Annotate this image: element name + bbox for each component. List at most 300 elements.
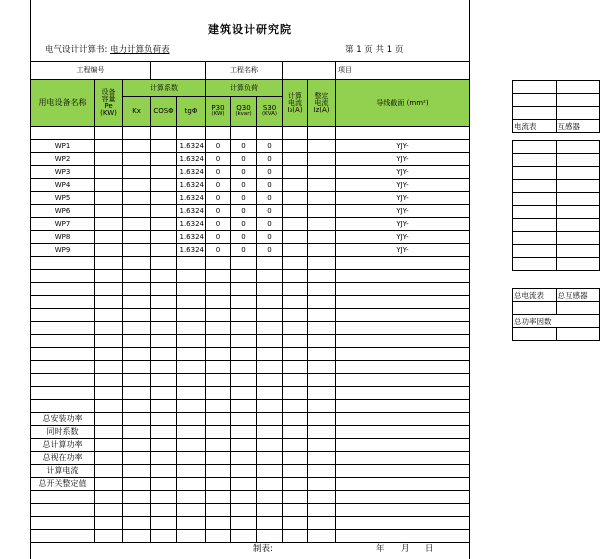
cell[interactable] bbox=[231, 127, 257, 140]
cell[interactable] bbox=[177, 504, 206, 517]
cell[interactable] bbox=[151, 257, 177, 270]
cell[interactable] bbox=[257, 257, 283, 270]
cell[interactable] bbox=[151, 387, 177, 400]
row-s30[interactable]: 0 bbox=[257, 166, 283, 179]
row-cos[interactable] bbox=[151, 231, 177, 244]
cell[interactable] bbox=[336, 361, 470, 374]
cell[interactable] bbox=[257, 491, 283, 504]
cell[interactable] bbox=[308, 504, 336, 517]
cell[interactable] bbox=[95, 270, 123, 283]
cell[interactable] bbox=[123, 257, 151, 270]
cell[interactable] bbox=[336, 374, 470, 387]
cell[interactable] bbox=[283, 322, 308, 335]
row-tg[interactable]: 1.6324 bbox=[177, 231, 206, 244]
cell[interactable] bbox=[206, 452, 231, 465]
cell[interactable] bbox=[231, 400, 257, 413]
row-tg[interactable]: 1.6324 bbox=[177, 205, 206, 218]
cell[interactable] bbox=[283, 530, 308, 543]
row-s30[interactable]: 0 bbox=[257, 140, 283, 153]
row-calc-current[interactable] bbox=[283, 231, 308, 244]
cell[interactable] bbox=[336, 270, 470, 283]
row-cable[interactable]: YJY- bbox=[336, 218, 470, 231]
cell[interactable] bbox=[31, 270, 95, 283]
cell[interactable] bbox=[513, 302, 557, 315]
cell[interactable] bbox=[31, 309, 95, 322]
row-q30[interactable]: 0 bbox=[231, 205, 257, 218]
row-q30[interactable]: 0 bbox=[231, 231, 257, 244]
cell[interactable] bbox=[231, 452, 257, 465]
cell[interactable] bbox=[95, 296, 123, 309]
cell[interactable] bbox=[308, 426, 336, 439]
cell[interactable] bbox=[177, 530, 206, 543]
cell[interactable] bbox=[283, 348, 308, 361]
cell[interactable] bbox=[151, 465, 177, 478]
cell[interactable] bbox=[177, 387, 206, 400]
row-kx[interactable] bbox=[123, 140, 151, 153]
cell[interactable] bbox=[308, 322, 336, 335]
cell[interactable] bbox=[336, 504, 470, 517]
cell[interactable] bbox=[308, 530, 336, 543]
cell[interactable] bbox=[556, 206, 600, 219]
row-cable[interactable]: YJY- bbox=[336, 140, 470, 153]
cell[interactable] bbox=[336, 322, 470, 335]
cell[interactable] bbox=[123, 517, 151, 530]
cell[interactable] bbox=[513, 107, 557, 120]
row-q30[interactable]: 0 bbox=[231, 218, 257, 231]
cell[interactable] bbox=[308, 387, 336, 400]
row-capacity[interactable] bbox=[95, 205, 123, 218]
cell[interactable] bbox=[95, 400, 123, 413]
cell[interactable] bbox=[513, 167, 557, 180]
cell[interactable] bbox=[95, 517, 123, 530]
row-cos[interactable] bbox=[151, 244, 177, 257]
row-calc-current[interactable] bbox=[283, 192, 308, 205]
cell[interactable] bbox=[283, 491, 308, 504]
cell[interactable] bbox=[283, 504, 308, 517]
cell[interactable] bbox=[513, 193, 557, 206]
row-q30[interactable]: 0 bbox=[231, 166, 257, 179]
cell[interactable] bbox=[336, 257, 470, 270]
cell[interactable] bbox=[231, 296, 257, 309]
cell[interactable] bbox=[283, 387, 308, 400]
row-q30[interactable]: 0 bbox=[231, 244, 257, 257]
cell[interactable] bbox=[231, 270, 257, 283]
cell[interactable] bbox=[257, 478, 283, 491]
cell[interactable] bbox=[31, 400, 95, 413]
cell[interactable] bbox=[123, 335, 151, 348]
cell[interactable] bbox=[95, 348, 123, 361]
cell[interactable] bbox=[151, 413, 177, 426]
row-calc-current[interactable] bbox=[283, 166, 308, 179]
row-kx[interactable] bbox=[123, 166, 151, 179]
cell[interactable] bbox=[177, 465, 206, 478]
row-name[interactable]: WP1 bbox=[31, 140, 95, 153]
row-name[interactable]: WP3 bbox=[31, 166, 95, 179]
row-setting-current[interactable] bbox=[308, 192, 336, 205]
cell[interactable] bbox=[95, 309, 123, 322]
cell[interactable] bbox=[556, 219, 600, 232]
cell[interactable] bbox=[283, 452, 308, 465]
cell[interactable] bbox=[151, 439, 177, 452]
cell[interactable] bbox=[31, 517, 95, 530]
row-kx[interactable] bbox=[123, 231, 151, 244]
cell[interactable] bbox=[95, 257, 123, 270]
cell[interactable] bbox=[257, 127, 283, 140]
cell[interactable] bbox=[308, 400, 336, 413]
row-tg[interactable]: 1.6324 bbox=[177, 218, 206, 231]
cell[interactable] bbox=[336, 465, 470, 478]
project-name-value[interactable] bbox=[283, 62, 336, 80]
row-cos[interactable] bbox=[151, 153, 177, 166]
cell[interactable] bbox=[231, 465, 257, 478]
cell[interactable] bbox=[283, 439, 308, 452]
cell[interactable] bbox=[556, 232, 600, 245]
cell[interactable] bbox=[283, 478, 308, 491]
cell[interactable] bbox=[31, 257, 95, 270]
cell[interactable] bbox=[308, 309, 336, 322]
row-cable[interactable]: YJY- bbox=[336, 179, 470, 192]
cell[interactable] bbox=[151, 361, 177, 374]
cell[interactable] bbox=[556, 245, 600, 258]
cell[interactable] bbox=[308, 465, 336, 478]
row-q30[interactable]: 0 bbox=[231, 140, 257, 153]
cell[interactable] bbox=[151, 426, 177, 439]
cell[interactable] bbox=[513, 180, 557, 193]
cell[interactable] bbox=[31, 374, 95, 387]
row-cos[interactable] bbox=[151, 140, 177, 153]
row-s30[interactable]: 0 bbox=[257, 244, 283, 257]
cell[interactable] bbox=[336, 426, 470, 439]
row-p30[interactable]: 0 bbox=[206, 166, 231, 179]
cell[interactable] bbox=[257, 296, 283, 309]
cell[interactable] bbox=[123, 296, 151, 309]
cell[interactable] bbox=[31, 504, 95, 517]
cell[interactable] bbox=[151, 478, 177, 491]
row-name[interactable]: WP4 bbox=[31, 179, 95, 192]
cell[interactable] bbox=[257, 283, 283, 296]
cell[interactable] bbox=[513, 94, 557, 107]
cell[interactable] bbox=[283, 296, 308, 309]
row-cable[interactable]: YJY- bbox=[336, 231, 470, 244]
cell[interactable] bbox=[336, 530, 470, 543]
cell[interactable] bbox=[123, 127, 151, 140]
cell[interactable] bbox=[206, 296, 231, 309]
row-p30[interactable]: 0 bbox=[206, 231, 231, 244]
cell[interactable] bbox=[151, 270, 177, 283]
cell[interactable] bbox=[556, 141, 600, 154]
cell[interactable] bbox=[151, 504, 177, 517]
cell[interactable] bbox=[257, 530, 283, 543]
cell[interactable] bbox=[31, 127, 95, 140]
cell[interactable] bbox=[283, 465, 308, 478]
cell[interactable] bbox=[556, 258, 600, 271]
cell[interactable] bbox=[231, 491, 257, 504]
row-cos[interactable] bbox=[151, 166, 177, 179]
row-s30[interactable]: 0 bbox=[257, 153, 283, 166]
cell[interactable] bbox=[283, 400, 308, 413]
cell[interactable] bbox=[177, 257, 206, 270]
cell[interactable] bbox=[308, 517, 336, 530]
row-calc-current[interactable] bbox=[283, 179, 308, 192]
row-tg[interactable]: 1.6324 bbox=[177, 166, 206, 179]
cell[interactable] bbox=[206, 426, 231, 439]
row-q30[interactable]: 0 bbox=[231, 179, 257, 192]
cell[interactable] bbox=[257, 426, 283, 439]
cell[interactable] bbox=[31, 296, 95, 309]
cell[interactable] bbox=[283, 257, 308, 270]
cell[interactable] bbox=[177, 309, 206, 322]
row-setting-current[interactable] bbox=[308, 205, 336, 218]
cell[interactable] bbox=[177, 491, 206, 504]
cell[interactable] bbox=[177, 348, 206, 361]
cell[interactable] bbox=[283, 335, 308, 348]
cell[interactable] bbox=[177, 283, 206, 296]
cell[interactable] bbox=[283, 413, 308, 426]
row-kx[interactable] bbox=[123, 153, 151, 166]
cell[interactable] bbox=[308, 413, 336, 426]
cell[interactable] bbox=[31, 348, 95, 361]
cell[interactable] bbox=[177, 270, 206, 283]
project-no-value[interactable] bbox=[151, 62, 206, 80]
row-p30[interactable]: 0 bbox=[206, 205, 231, 218]
cell[interactable] bbox=[206, 309, 231, 322]
cell[interactable] bbox=[123, 283, 151, 296]
row-p30[interactable]: 0 bbox=[206, 218, 231, 231]
cell[interactable] bbox=[206, 413, 231, 426]
cell[interactable] bbox=[257, 452, 283, 465]
cell[interactable] bbox=[231, 504, 257, 517]
cell[interactable] bbox=[177, 127, 206, 140]
cell[interactable] bbox=[231, 283, 257, 296]
cell[interactable] bbox=[151, 374, 177, 387]
cell[interactable] bbox=[231, 413, 257, 426]
cell[interactable] bbox=[336, 283, 470, 296]
cell[interactable] bbox=[283, 517, 308, 530]
cell[interactable] bbox=[123, 491, 151, 504]
cell[interactable] bbox=[151, 348, 177, 361]
cell[interactable] bbox=[257, 335, 283, 348]
cell[interactable] bbox=[231, 517, 257, 530]
row-setting-current[interactable] bbox=[308, 153, 336, 166]
row-calc-current[interactable] bbox=[283, 218, 308, 231]
cell[interactable] bbox=[31, 335, 95, 348]
cell[interactable] bbox=[308, 452, 336, 465]
cell[interactable] bbox=[513, 141, 557, 154]
cell[interactable] bbox=[336, 348, 470, 361]
cell[interactable] bbox=[283, 270, 308, 283]
row-kx[interactable] bbox=[123, 244, 151, 257]
row-name[interactable]: WP7 bbox=[31, 218, 95, 231]
cell[interactable] bbox=[151, 309, 177, 322]
row-q30[interactable]: 0 bbox=[231, 153, 257, 166]
row-tg[interactable]: 1.6324 bbox=[177, 153, 206, 166]
cell[interactable] bbox=[177, 413, 206, 426]
cell[interactable] bbox=[257, 322, 283, 335]
row-kx[interactable] bbox=[123, 205, 151, 218]
cell[interactable] bbox=[257, 465, 283, 478]
row-cos[interactable] bbox=[151, 205, 177, 218]
cell[interactable] bbox=[95, 361, 123, 374]
cell[interactable] bbox=[206, 478, 231, 491]
cell[interactable] bbox=[513, 328, 557, 341]
row-capacity[interactable] bbox=[95, 244, 123, 257]
cell[interactable] bbox=[556, 193, 600, 206]
cell[interactable] bbox=[257, 439, 283, 452]
row-capacity[interactable] bbox=[95, 153, 123, 166]
cell[interactable] bbox=[151, 400, 177, 413]
cell[interactable] bbox=[177, 517, 206, 530]
cell[interactable] bbox=[231, 374, 257, 387]
cell[interactable] bbox=[95, 530, 123, 543]
cell[interactable] bbox=[206, 322, 231, 335]
row-capacity[interactable] bbox=[95, 140, 123, 153]
row-tg[interactable]: 1.6324 bbox=[177, 179, 206, 192]
cell[interactable] bbox=[283, 374, 308, 387]
row-s30[interactable]: 0 bbox=[257, 231, 283, 244]
cell[interactable] bbox=[336, 400, 470, 413]
cell[interactable] bbox=[257, 400, 283, 413]
cell[interactable] bbox=[177, 361, 206, 374]
cell[interactable] bbox=[95, 426, 123, 439]
row-name[interactable]: WP6 bbox=[31, 205, 95, 218]
cell[interactable] bbox=[123, 322, 151, 335]
cell[interactable] bbox=[308, 361, 336, 374]
row-name[interactable]: WP5 bbox=[31, 192, 95, 205]
cell[interactable] bbox=[206, 361, 231, 374]
cell[interactable] bbox=[151, 127, 177, 140]
cell[interactable] bbox=[95, 413, 123, 426]
cell[interactable] bbox=[95, 127, 123, 140]
row-capacity[interactable] bbox=[95, 231, 123, 244]
row-name[interactable]: WP9 bbox=[31, 244, 95, 257]
row-p30[interactable]: 0 bbox=[206, 153, 231, 166]
cell[interactable] bbox=[123, 348, 151, 361]
cell[interactable] bbox=[257, 413, 283, 426]
cell[interactable] bbox=[308, 478, 336, 491]
cell[interactable] bbox=[177, 374, 206, 387]
cell[interactable] bbox=[95, 374, 123, 387]
cell[interactable] bbox=[231, 426, 257, 439]
cell[interactable] bbox=[308, 296, 336, 309]
cell[interactable] bbox=[513, 219, 557, 232]
row-setting-current[interactable] bbox=[308, 179, 336, 192]
cell[interactable] bbox=[231, 309, 257, 322]
cell[interactable] bbox=[123, 374, 151, 387]
row-s30[interactable]: 0 bbox=[257, 192, 283, 205]
cell[interactable] bbox=[257, 517, 283, 530]
cell[interactable] bbox=[177, 335, 206, 348]
cell[interactable] bbox=[308, 439, 336, 452]
cell[interactable] bbox=[206, 387, 231, 400]
cell[interactable] bbox=[95, 322, 123, 335]
cell[interactable] bbox=[177, 452, 206, 465]
cell[interactable] bbox=[336, 491, 470, 504]
row-cos[interactable] bbox=[151, 192, 177, 205]
cell[interactable] bbox=[231, 348, 257, 361]
cell[interactable] bbox=[95, 491, 123, 504]
cell[interactable] bbox=[206, 257, 231, 270]
cell[interactable] bbox=[257, 504, 283, 517]
cell[interactable] bbox=[95, 387, 123, 400]
cell[interactable] bbox=[151, 491, 177, 504]
row-p30[interactable]: 0 bbox=[206, 192, 231, 205]
cell[interactable] bbox=[283, 309, 308, 322]
cell[interactable] bbox=[206, 491, 231, 504]
row-setting-current[interactable] bbox=[308, 166, 336, 179]
cell[interactable] bbox=[283, 127, 308, 140]
cell[interactable] bbox=[257, 270, 283, 283]
cell[interactable] bbox=[231, 530, 257, 543]
cell[interactable] bbox=[556, 328, 600, 341]
row-p30[interactable]: 0 bbox=[206, 179, 231, 192]
row-s30[interactable]: 0 bbox=[257, 179, 283, 192]
cell[interactable] bbox=[336, 413, 470, 426]
cell[interactable] bbox=[231, 478, 257, 491]
cell[interactable] bbox=[556, 94, 600, 107]
row-capacity[interactable] bbox=[95, 166, 123, 179]
cell[interactable] bbox=[283, 361, 308, 374]
row-setting-current[interactable] bbox=[308, 140, 336, 153]
cell[interactable] bbox=[308, 270, 336, 283]
cell[interactable] bbox=[95, 465, 123, 478]
cell[interactable] bbox=[257, 348, 283, 361]
cell[interactable] bbox=[336, 478, 470, 491]
cell[interactable] bbox=[151, 517, 177, 530]
cell[interactable] bbox=[283, 426, 308, 439]
cell[interactable] bbox=[206, 348, 231, 361]
cell[interactable] bbox=[123, 413, 151, 426]
row-name[interactable]: WP8 bbox=[31, 231, 95, 244]
cell[interactable] bbox=[231, 439, 257, 452]
cell[interactable] bbox=[206, 283, 231, 296]
cell[interactable] bbox=[556, 302, 600, 315]
cell[interactable] bbox=[336, 387, 470, 400]
cell[interactable] bbox=[308, 257, 336, 270]
cell[interactable] bbox=[308, 374, 336, 387]
cell[interactable] bbox=[231, 257, 257, 270]
row-tg[interactable]: 1.6324 bbox=[177, 244, 206, 257]
cell[interactable] bbox=[513, 245, 557, 258]
cell[interactable] bbox=[123, 452, 151, 465]
cell[interactable] bbox=[513, 206, 557, 219]
cell[interactable] bbox=[95, 439, 123, 452]
cell[interactable] bbox=[336, 452, 470, 465]
cell[interactable] bbox=[513, 154, 557, 167]
cell[interactable] bbox=[556, 81, 600, 94]
cell[interactable] bbox=[206, 530, 231, 543]
row-q30[interactable]: 0 bbox=[231, 192, 257, 205]
cell[interactable] bbox=[151, 296, 177, 309]
cell[interactable] bbox=[177, 439, 206, 452]
cell[interactable] bbox=[336, 309, 470, 322]
cell[interactable] bbox=[513, 232, 557, 245]
cell[interactable] bbox=[206, 270, 231, 283]
cell[interactable] bbox=[31, 491, 95, 504]
cell[interactable] bbox=[95, 335, 123, 348]
cell[interactable] bbox=[123, 400, 151, 413]
cell[interactable] bbox=[206, 127, 231, 140]
cell[interactable] bbox=[336, 127, 470, 140]
cell[interactable] bbox=[231, 361, 257, 374]
row-setting-current[interactable] bbox=[308, 244, 336, 257]
cell[interactable] bbox=[308, 283, 336, 296]
cell[interactable] bbox=[556, 107, 600, 120]
row-setting-current[interactable] bbox=[308, 218, 336, 231]
cell[interactable] bbox=[95, 452, 123, 465]
cell[interactable] bbox=[123, 270, 151, 283]
row-s30[interactable]: 0 bbox=[257, 218, 283, 231]
cell[interactable] bbox=[206, 504, 231, 517]
